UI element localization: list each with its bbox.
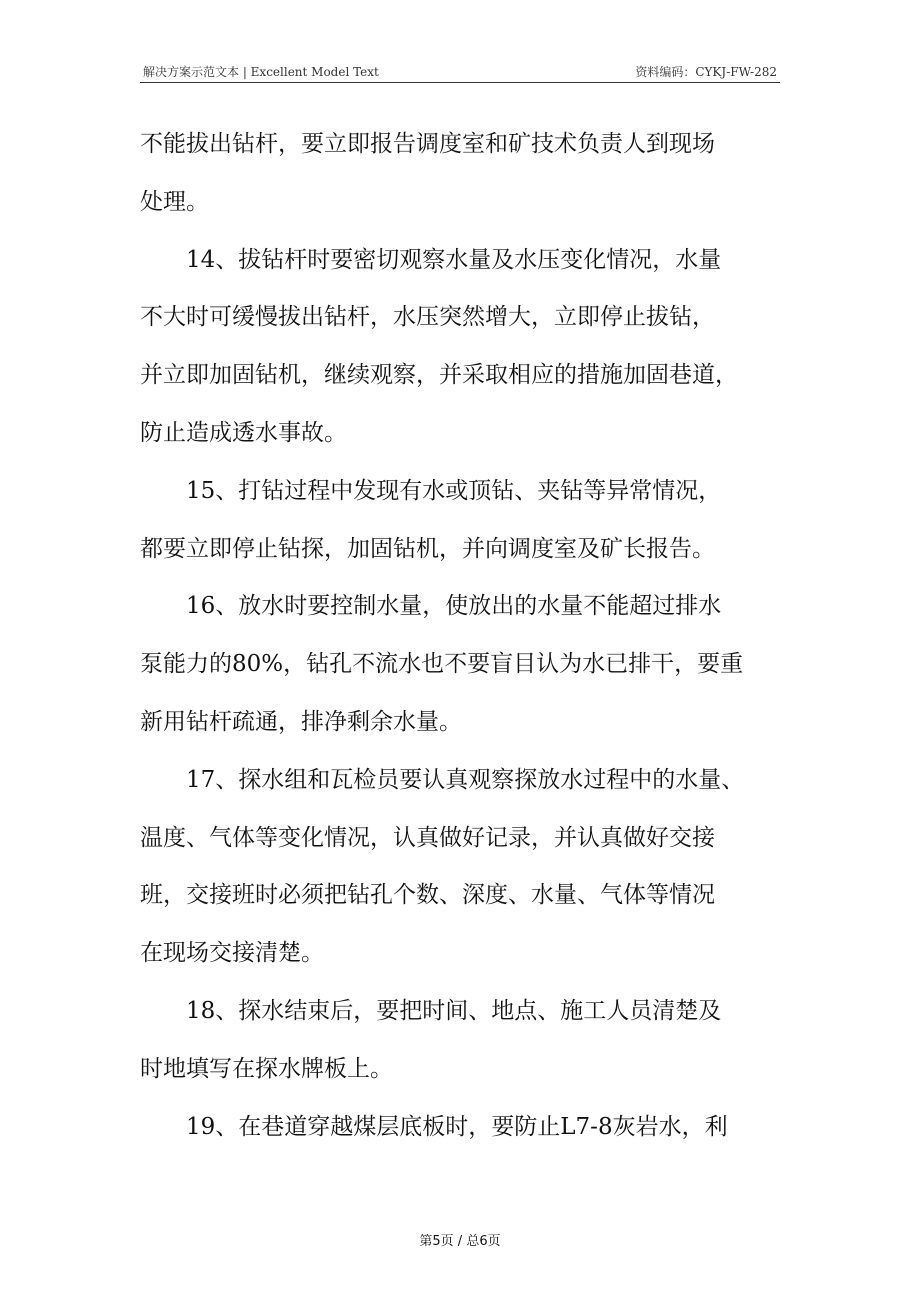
body-line: 时地填写在探水牌板上。: [140, 1055, 393, 1082]
body-line: 19、在巷道穿越煤层底板时，要防止L7-8灰岩水，利: [186, 1113, 728, 1140]
body-line: 17、探水组和瓦检员要认真观察探放水过程中的水量、: [186, 766, 745, 793]
body-line: 新用钻杆疏通，排净剩余水量。: [140, 708, 462, 735]
page-number: 第5页 / 总6页: [419, 1234, 501, 1249]
body-line: 在现场交接清楚。: [140, 940, 324, 967]
body-line: 并立即加固钻机，继续观察，并采取相应的措施加固巷道，: [140, 362, 738, 389]
body-line: 防止造成透水事故。: [140, 419, 347, 446]
body-line: 都要立即停止钻探，加固钻机，并向调度室及矿长报告。: [140, 535, 715, 562]
body-line: 班，交接班时必须把钻孔个数、深度、水量、气体等情况: [140, 882, 715, 909]
body-line: 泵能力的80%，钻孔不流水也不要盲目认为水已排干，要重: [140, 651, 744, 678]
body-line: 不能拔出钻杆，要立即报告调度室和矿技术负责人到现场: [140, 131, 715, 157]
body-line: 不大时可缓慢拔出钻杆，水压突然增大，立即停止拔钻，: [140, 304, 715, 331]
document-body: [140, 116, 780, 1156]
body-line: 14、拔钻杆时要密切观察水量及水压变化情况，水量: [186, 246, 722, 273]
body-line: 处理。: [140, 188, 209, 215]
body-line: 温度、气体等变化情况，认真做好记录，并认真做好交接: [140, 824, 715, 851]
header-title: 解决方案示范文本 | Excellent Model Text: [143, 65, 379, 79]
body-line: 16、放水时要控制水量，使放出的水量不能超过排水: [186, 593, 722, 620]
body-line: 18、探水结束后，要把时间、地点、施工人员清楚及: [186, 997, 722, 1024]
document-code: 资料编码：CYKJ-FW-282: [635, 65, 777, 79]
page-header: [140, 58, 780, 83]
body-line: 15、打钻过程中发现有水或顶钻、夹钻等异常情况，: [186, 477, 722, 504]
